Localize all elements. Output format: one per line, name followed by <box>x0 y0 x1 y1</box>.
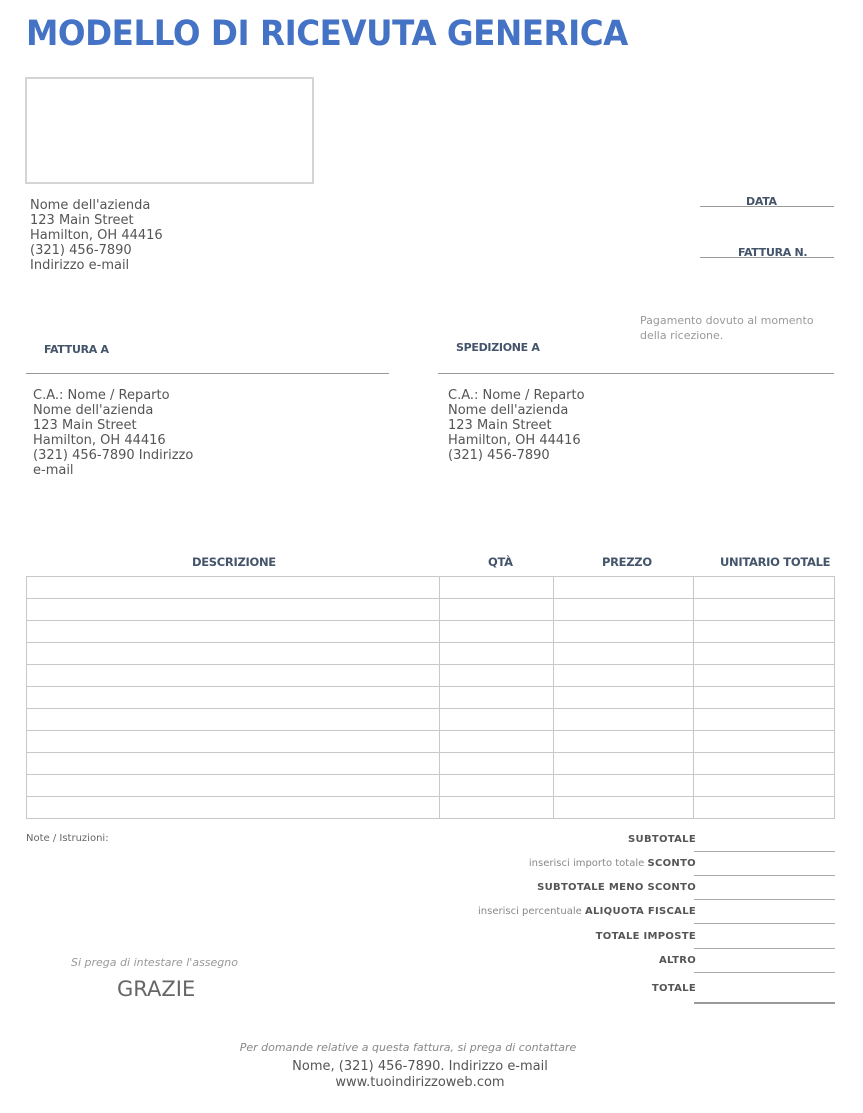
table-row <box>27 643 835 665</box>
cell-description[interactable] <box>27 753 440 775</box>
cell-price[interactable] <box>554 621 694 643</box>
total-label <box>652 983 696 994</box>
bill-to-line: (321) 456-7890 Indirizzo <box>33 448 194 463</box>
table-row <box>27 775 835 797</box>
cell-description[interactable] <box>27 577 440 599</box>
table-row <box>27 709 835 731</box>
total-value-field[interactable] <box>694 851 835 852</box>
bill-to-label: FATTURA A <box>44 343 109 356</box>
total-label-text: TOTALE <box>651 983 696 994</box>
total-label <box>628 834 696 845</box>
cell-unit-total[interactable] <box>694 599 835 621</box>
cell-quantity[interactable] <box>440 599 554 621</box>
ship-to-line: C.A.: Nome / Reparto <box>448 388 585 403</box>
cell-unit-total[interactable] <box>694 753 835 775</box>
cell-quantity[interactable] <box>440 797 554 819</box>
table-row <box>27 797 835 819</box>
total-label <box>596 931 696 942</box>
cell-price[interactable] <box>554 599 694 621</box>
cell-unit-total[interactable] <box>694 665 835 687</box>
table-row <box>27 731 835 753</box>
cell-description[interactable] <box>27 709 440 731</box>
col-header-unit-total: UNITARIO TOTALE <box>720 555 831 569</box>
bill-to-line: Hamilton, OH 44416 <box>33 433 166 448</box>
cell-description[interactable] <box>27 665 440 687</box>
bill-to-line: 123 Main Street <box>33 418 137 433</box>
cell-quantity[interactable] <box>440 775 554 797</box>
total-label <box>537 882 696 893</box>
table-row <box>27 665 835 687</box>
bill-to-address <box>33 388 193 478</box>
payment-note-line: Pagamento dovuto al momento <box>640 314 814 327</box>
total-label <box>659 955 696 966</box>
cell-unit-total[interactable] <box>694 709 835 731</box>
date-label: DATA <box>746 195 777 208</box>
bill-to-divider <box>26 373 389 374</box>
ship-to-line: (321) 456-7890 <box>448 448 550 463</box>
bill-to-line: e-mail <box>33 463 74 478</box>
cell-quantity[interactable] <box>440 621 554 643</box>
footer-contact-note: Per domande relative a questa fattura, si prega di contattare <box>239 1041 577 1054</box>
total-value-field[interactable] <box>694 948 835 949</box>
cell-unit-total[interactable] <box>694 687 835 709</box>
total-label-text: SCONTO <box>647 858 696 869</box>
payment-note-line: della ricezione. <box>640 329 724 342</box>
total-label-text: SUBTOTALE <box>628 834 696 845</box>
ship-to-line: 123 Main Street <box>448 418 552 433</box>
total-label <box>478 906 696 917</box>
company-line: (321) 456-7890 <box>30 243 132 258</box>
col-header-price: PREZZO <box>602 555 652 569</box>
logo-placeholder[interactable] <box>25 77 314 184</box>
cell-price[interactable] <box>554 665 694 687</box>
company-address <box>30 198 163 273</box>
cell-quantity[interactable] <box>440 753 554 775</box>
total-label-text: SUBTOTALE MENO SCONTO <box>537 882 696 893</box>
table-row <box>27 753 835 775</box>
footer-website: www.tuoindirizzoweb.com <box>335 1075 505 1090</box>
total-label-text: ALIQUOTA FISCALE <box>584 906 696 917</box>
ship-to-divider <box>438 373 834 374</box>
page-title: MODELLO DI RICEVUTA GENERICA <box>26 14 628 54</box>
col-header-quantity: QTÀ <box>488 555 513 569</box>
table-row <box>27 621 835 643</box>
total-hint: inserisci importo totale <box>528 858 648 869</box>
cell-unit-total[interactable] <box>694 797 835 819</box>
cell-description[interactable] <box>27 599 440 621</box>
total-label-text: TOTALE IMPOSTE <box>595 931 696 942</box>
cell-price[interactable] <box>554 643 694 665</box>
line-items-table <box>26 576 835 819</box>
thanks-text: GRAZIE <box>117 977 196 1001</box>
cell-unit-total[interactable] <box>694 775 835 797</box>
footer-contact: Nome, (321) 456-7890. Indirizzo e-mail <box>292 1059 548 1074</box>
invoice-number-label: FATTURA N. <box>738 246 808 259</box>
total-value-field[interactable] <box>694 972 835 973</box>
total-hint: inserisci percentuale <box>478 906 585 917</box>
ship-to-label: SPEDIZIONE A <box>456 341 540 354</box>
table-row <box>27 577 835 599</box>
cell-price[interactable] <box>554 687 694 709</box>
cell-description[interactable] <box>27 797 440 819</box>
cell-quantity[interactable] <box>440 709 554 731</box>
table-row <box>27 599 835 621</box>
total-value-field[interactable] <box>694 899 835 900</box>
total-value-field[interactable] <box>694 923 835 924</box>
cheque-note: Si prega di intestare l'assegno <box>71 956 238 969</box>
bill-to-line: Nome dell'azienda <box>33 403 154 418</box>
table-row <box>27 687 835 709</box>
cell-price[interactable] <box>554 753 694 775</box>
ship-to-address <box>448 388 585 463</box>
cell-quantity[interactable] <box>440 643 554 665</box>
cell-unit-total[interactable] <box>694 621 835 643</box>
cell-price[interactable] <box>554 709 694 731</box>
cell-description[interactable] <box>27 731 440 753</box>
cell-description[interactable] <box>27 621 440 643</box>
cell-price[interactable] <box>554 797 694 819</box>
cell-description[interactable] <box>27 775 440 797</box>
cell-description[interactable] <box>27 643 440 665</box>
ship-to-line: Nome dell'azienda <box>448 403 569 418</box>
company-line: 123 Main Street <box>30 213 134 228</box>
col-header-description: DESCRIZIONE <box>192 555 276 569</box>
bill-to-line: C.A.: Nome / Reparto <box>33 388 170 403</box>
cell-quantity[interactable] <box>440 731 554 753</box>
cell-unit-total[interactable] <box>694 731 835 753</box>
company-line: Hamilton, OH 44416 <box>30 228 163 243</box>
cell-quantity[interactable] <box>440 687 554 709</box>
cell-price[interactable] <box>554 731 694 753</box>
cell-price[interactable] <box>554 577 694 599</box>
ship-to-line: Hamilton, OH 44416 <box>448 433 581 448</box>
notes-label: Note / Istruzioni: <box>26 833 109 844</box>
cell-description[interactable] <box>27 687 440 709</box>
company-line: Nome dell'azienda <box>30 198 151 213</box>
payment-note <box>640 313 814 343</box>
cell-price[interactable] <box>554 775 694 797</box>
total-value-field[interactable] <box>694 875 835 876</box>
cell-unit-total[interactable] <box>694 643 835 665</box>
total-label <box>529 858 696 869</box>
company-line: Indirizzo e-mail <box>30 258 130 273</box>
total-value-field[interactable] <box>694 1002 835 1004</box>
cell-quantity[interactable] <box>440 577 554 599</box>
cell-unit-total[interactable] <box>694 577 835 599</box>
cell-quantity[interactable] <box>440 665 554 687</box>
total-label-text: ALTRO <box>659 955 696 966</box>
